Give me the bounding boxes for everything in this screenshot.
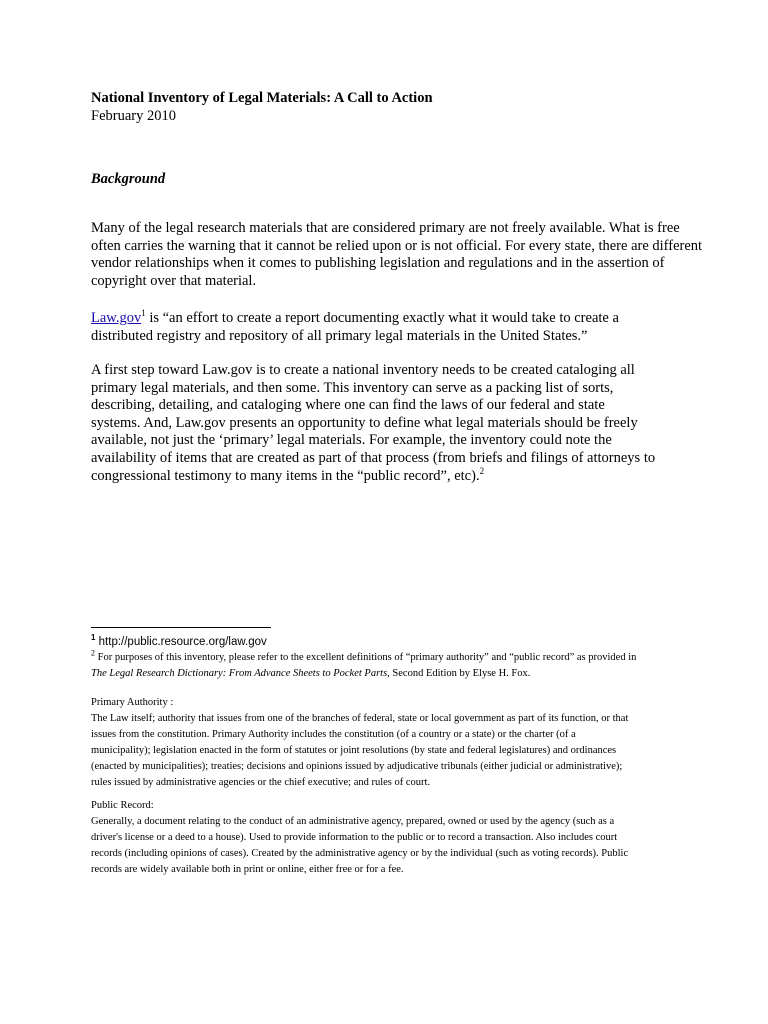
definition-line: records are widely available both in print or online, either free or for a fee. bbox=[91, 864, 404, 875]
paragraph-line: primary legal materials, and then some. This inventory can serve as a packing list of sorts, bbox=[91, 379, 614, 396]
definition-public-record bbox=[91, 798, 691, 878]
paragraph-line: availability of items that are created as part of that process (from briefs and filings of attorneys to bbox=[91, 449, 656, 466]
footnote-line bbox=[91, 666, 691, 682]
footnote-1 bbox=[91, 635, 267, 650]
paragraph-line: often carries the warning that it cannot be relied upon or is not official. For every state, there are different bbox=[91, 237, 703, 254]
paragraph-text: congressional testimony to many items in the “public record”, etc). bbox=[91, 467, 480, 484]
paragraph-line: copyright over that material. bbox=[91, 272, 257, 289]
paragraph-line: vendor relationships when it comes to publishing legislation and regulations and in the assertion of bbox=[91, 255, 665, 272]
paragraph-line: systems. And, Law.gov presents an opportunity to define what legal materials should be freely bbox=[91, 414, 638, 431]
footnote-text: For purposes of this inventory, please refer to the excellent definitions of “primary authority” and “public record” as provided in bbox=[97, 652, 637, 663]
paragraph-lawgov bbox=[91, 309, 691, 345]
footnote-marker: 1 bbox=[91, 633, 96, 643]
document-title: National Inventory of Legal Materials: A Call to Action bbox=[91, 90, 433, 106]
footnote-ref-1[interactable]: 1 bbox=[141, 308, 146, 319]
paragraph-line: describing, detailing, and cataloging where one can find the laws of our federal and state bbox=[91, 397, 605, 414]
footnote-2 bbox=[91, 650, 691, 681]
footnote-text: , Second Edition by Elyse H. Fox. bbox=[387, 667, 531, 679]
book-title: The Legal Research Dictionary: From Advance Sheets to Pocket Parts bbox=[91, 667, 388, 679]
footnote-url[interactable]: http://public.resource.org/law.gov bbox=[98, 636, 267, 648]
paragraph-first-step bbox=[91, 362, 691, 485]
definition-line: records (including opinions of cases). Created by the administrative agency or by the individual (such as voting records). Public bbox=[91, 848, 629, 859]
footnote-marker: 2 bbox=[91, 648, 95, 658]
definition-line: rules issued by administrative agencies or the chief executive; and rules of court. bbox=[91, 777, 431, 788]
footnote-line bbox=[91, 650, 691, 666]
paragraph-line bbox=[91, 465, 691, 486]
definition-line: driver's license or a deed to a house). Used to provide information to the public or to record a transaction. Also includes court bbox=[91, 832, 618, 843]
paragraph-line: available, not just the ‘primary’ legal materials. For example, the inventory could note the bbox=[91, 432, 612, 449]
definition-line: municipality); legislation enacted in the form of statutes or joint resolutions (by state and federal legislatures) and ordinances bbox=[91, 745, 617, 756]
definition-line: issues from the constitution. Primary Authority includes the constitution (of a country or a state) or the charter (of a bbox=[91, 729, 576, 740]
paragraph-line: distributed registry and repository of all primary legal materials in the United States.” bbox=[91, 328, 588, 344]
definition-line: The Law itself; authority that issues from one of the branches of federal, state or local government as part of its function, or that bbox=[91, 713, 629, 724]
definition-label: Primary Authority : bbox=[91, 697, 174, 708]
definition-label: Public Record: bbox=[91, 800, 154, 811]
paragraph-line: A first step toward Law.gov is to create a national inventory needs to be created cataloging all bbox=[91, 362, 635, 378]
definition-line: (enacted by municipalities); treaties; decisions and opinions issued by adjudicative tribunals (either judicial or administrative); bbox=[91, 761, 623, 772]
footnote-ref-2[interactable]: 2 bbox=[479, 465, 485, 476]
paragraph-intro bbox=[91, 220, 703, 290]
definition-line: Generally, a document relating to the conduct of an administrative agency, prepared, owned or used by the agency (such as a bbox=[91, 816, 615, 827]
section-heading: Background bbox=[91, 171, 166, 187]
definition-primary-authority bbox=[91, 695, 691, 791]
paragraph-line bbox=[91, 309, 691, 327]
footnote-separator bbox=[91, 627, 271, 628]
paragraph-text: is “an effort to create a report documenting exactly what it would take to create a bbox=[145, 310, 619, 326]
document-date: February 2010 bbox=[91, 108, 176, 124]
paragraph-line: Many of the legal research materials that are considered primary are not freely available. What is free bbox=[91, 220, 680, 236]
lawgov-link[interactable]: Law.gov bbox=[91, 310, 142, 326]
